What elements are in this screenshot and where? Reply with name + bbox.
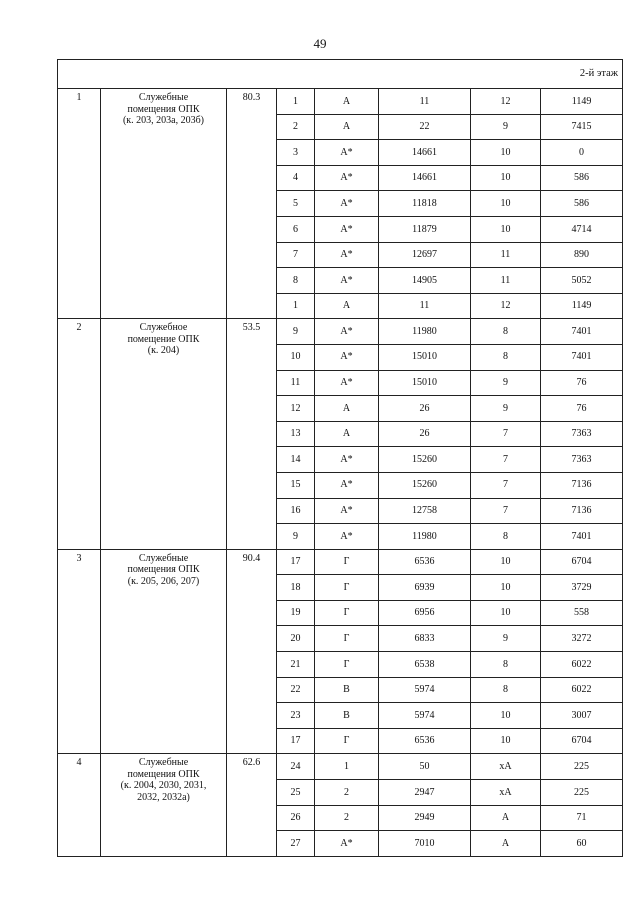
point-no-cell: 11: [277, 370, 315, 396]
x-value-cell: 14661: [379, 140, 471, 166]
x-value-cell: 22: [379, 114, 471, 140]
table-row: [58, 754, 623, 780]
point-no-cell: 21: [277, 652, 315, 678]
point-type-cell: А*: [315, 447, 379, 473]
point-type-cell: А*: [315, 165, 379, 191]
x-value-cell: 11: [379, 89, 471, 115]
point-type-cell: А*: [315, 191, 379, 217]
y-value-cell: 8: [471, 319, 541, 345]
x-value-cell: 2947: [379, 780, 471, 806]
description-line: помещения ОПК: [127, 564, 200, 576]
y-value-cell: 11: [471, 242, 541, 268]
group-description-cell: [101, 754, 227, 856]
point-no-cell: 3: [277, 140, 315, 166]
z-value-cell: 586: [541, 165, 623, 191]
z-value-cell: 60: [541, 831, 623, 857]
x-value-cell: 2949: [379, 805, 471, 831]
point-no-cell: 1: [277, 89, 315, 115]
point-type-cell: 2: [315, 805, 379, 831]
x-value-cell: 6956: [379, 600, 471, 626]
premises-table: [57, 59, 623, 857]
x-value-cell: 7010: [379, 831, 471, 857]
description-line: (к. 205, 206, 207): [127, 575, 200, 587]
group-description-cell: [101, 89, 227, 319]
x-value-cell: 12758: [379, 498, 471, 524]
point-no-cell: 17: [277, 728, 315, 754]
z-value-cell: 890: [541, 242, 623, 268]
z-value-cell: 3729: [541, 575, 623, 601]
z-value-cell: 3007: [541, 703, 623, 729]
y-value-cell: 10: [471, 703, 541, 729]
z-value-cell: 6704: [541, 549, 623, 575]
group-number-cell: 4: [58, 754, 101, 856]
group-number-cell: 1: [58, 89, 101, 319]
point-no-cell: 26: [277, 805, 315, 831]
y-value-cell: хА: [471, 754, 541, 780]
description-line: (к. 204): [147, 345, 180, 357]
y-value-cell: 10: [471, 575, 541, 601]
point-type-cell: А: [315, 293, 379, 319]
x-value-cell: 5974: [379, 703, 471, 729]
z-value-cell: 76: [541, 370, 623, 396]
y-value-cell: 10: [471, 191, 541, 217]
point-type-cell: Г: [315, 549, 379, 575]
y-value-cell: 7: [471, 498, 541, 524]
z-value-cell: 7401: [541, 524, 623, 550]
point-type-cell: Г: [315, 626, 379, 652]
point-type-cell: Г: [315, 575, 379, 601]
point-type-cell: А: [315, 114, 379, 140]
point-no-cell: 18: [277, 575, 315, 601]
z-value-cell: 586: [541, 191, 623, 217]
point-no-cell: 13: [277, 421, 315, 447]
x-value-cell: 12697: [379, 242, 471, 268]
group-description-cell: [101, 549, 227, 754]
y-value-cell: А: [471, 831, 541, 857]
z-value-cell: 7363: [541, 447, 623, 473]
point-no-cell: 16: [277, 498, 315, 524]
z-value-cell: 7401: [541, 319, 623, 345]
x-value-cell: 11980: [379, 319, 471, 345]
point-no-cell: 24: [277, 754, 315, 780]
z-value-cell: 7136: [541, 472, 623, 498]
point-no-cell: 1: [277, 293, 315, 319]
x-value-cell: 11980: [379, 524, 471, 550]
x-value-cell: 11818: [379, 191, 471, 217]
description-line: помещение ОПК: [127, 333, 200, 345]
description-line: Служебные: [138, 552, 189, 564]
point-type-cell: А*: [315, 140, 379, 166]
description-line: помещения ОПК: [127, 103, 200, 115]
x-value-cell: 15260: [379, 472, 471, 498]
z-value-cell: 6022: [541, 677, 623, 703]
z-value-cell: 7363: [541, 421, 623, 447]
y-value-cell: 10: [471, 140, 541, 166]
x-value-cell: 6536: [379, 728, 471, 754]
point-type-cell: А*: [315, 344, 379, 370]
point-no-cell: 9: [277, 319, 315, 345]
y-value-cell: 12: [471, 89, 541, 115]
point-no-cell: 9: [277, 524, 315, 550]
x-value-cell: 6538: [379, 652, 471, 678]
point-type-cell: 2: [315, 780, 379, 806]
z-value-cell: 6704: [541, 728, 623, 754]
point-type-cell: 1: [315, 754, 379, 780]
point-type-cell: А*: [315, 216, 379, 242]
group-number-cell: 3: [58, 549, 101, 754]
point-no-cell: 14: [277, 447, 315, 473]
floor-label: 2-й этаж: [58, 60, 623, 89]
y-value-cell: 12: [471, 293, 541, 319]
point-no-cell: 27: [277, 831, 315, 857]
y-value-cell: 9: [471, 626, 541, 652]
description-line: 2032, 2032а): [137, 791, 190, 803]
x-value-cell: 26: [379, 396, 471, 422]
y-value-cell: 10: [471, 600, 541, 626]
y-value-cell: 8: [471, 677, 541, 703]
point-no-cell: 15: [277, 472, 315, 498]
y-value-cell: 8: [471, 524, 541, 550]
point-type-cell: Г: [315, 728, 379, 754]
x-value-cell: 15260: [379, 447, 471, 473]
point-type-cell: А*: [315, 472, 379, 498]
point-type-cell: А: [315, 396, 379, 422]
z-value-cell: 71: [541, 805, 623, 831]
z-value-cell: 5052: [541, 268, 623, 294]
point-no-cell: 4: [277, 165, 315, 191]
point-type-cell: А*: [315, 498, 379, 524]
z-value-cell: 1149: [541, 293, 623, 319]
x-value-cell: 6833: [379, 626, 471, 652]
z-value-cell: 225: [541, 780, 623, 806]
group-area-cell: 90.4: [227, 549, 277, 754]
x-value-cell: 6536: [379, 549, 471, 575]
description-line: Служебные: [138, 757, 189, 769]
z-value-cell: 558: [541, 600, 623, 626]
y-value-cell: 10: [471, 728, 541, 754]
point-no-cell: 22: [277, 677, 315, 703]
point-type-cell: А: [315, 421, 379, 447]
z-value-cell: 7136: [541, 498, 623, 524]
z-value-cell: 225: [541, 754, 623, 780]
point-no-cell: 5: [277, 191, 315, 217]
z-value-cell: 6022: [541, 652, 623, 678]
x-value-cell: 11879: [379, 216, 471, 242]
point-type-cell: В: [315, 677, 379, 703]
group-description-cell: [101, 319, 227, 549]
x-value-cell: 15010: [379, 344, 471, 370]
point-no-cell: 23: [277, 703, 315, 729]
y-value-cell: 9: [471, 114, 541, 140]
point-no-cell: 17: [277, 549, 315, 575]
point-type-cell: А: [315, 89, 379, 115]
point-no-cell: 19: [277, 600, 315, 626]
y-value-cell: 10: [471, 549, 541, 575]
point-type-cell: Г: [315, 652, 379, 678]
y-value-cell: 7: [471, 421, 541, 447]
y-value-cell: 9: [471, 370, 541, 396]
y-value-cell: 8: [471, 344, 541, 370]
point-type-cell: А*: [315, 268, 379, 294]
point-no-cell: 20: [277, 626, 315, 652]
page-number: 49: [313, 36, 327, 51]
table-row: [58, 549, 623, 575]
z-value-cell: 4714: [541, 216, 623, 242]
floor-header-row: [58, 60, 623, 89]
y-value-cell: 8: [471, 652, 541, 678]
point-type-cell: А*: [315, 524, 379, 550]
z-value-cell: 3272: [541, 626, 623, 652]
y-value-cell: 10: [471, 216, 541, 242]
description-line: помещения ОПК: [127, 768, 200, 780]
x-value-cell: 6939: [379, 575, 471, 601]
description-line: Служебное: [139, 322, 188, 334]
point-no-cell: 25: [277, 780, 315, 806]
point-type-cell: В: [315, 703, 379, 729]
point-no-cell: 7: [277, 242, 315, 268]
description-line: (к. 203, 203а, 203б): [122, 115, 205, 126]
x-value-cell: 15010: [379, 370, 471, 396]
z-value-cell: 0: [541, 140, 623, 166]
z-value-cell: 76: [541, 396, 623, 422]
table-row: [58, 319, 623, 345]
x-value-cell: 26: [379, 421, 471, 447]
point-type-cell: А*: [315, 242, 379, 268]
point-type-cell: А*: [315, 831, 379, 857]
y-value-cell: А: [471, 805, 541, 831]
point-no-cell: 12: [277, 396, 315, 422]
point-type-cell: А*: [315, 319, 379, 345]
y-value-cell: 7: [471, 447, 541, 473]
group-area-cell: 62.6: [227, 754, 277, 856]
point-no-cell: 6: [277, 216, 315, 242]
point-type-cell: Г: [315, 600, 379, 626]
table-row: [58, 89, 623, 115]
x-value-cell: 5974: [379, 677, 471, 703]
y-value-cell: 9: [471, 396, 541, 422]
group-number-cell: 2: [58, 319, 101, 549]
group-area-cell: 53.5: [227, 319, 277, 549]
point-no-cell: 8: [277, 268, 315, 294]
z-value-cell: 7401: [541, 344, 623, 370]
description-line: (к. 2004, 2030, 2031,: [120, 780, 207, 792]
y-value-cell: хА: [471, 780, 541, 806]
point-no-cell: 2: [277, 114, 315, 140]
y-value-cell: 10: [471, 165, 541, 191]
y-value-cell: 11: [471, 268, 541, 294]
y-value-cell: 7: [471, 472, 541, 498]
point-no-cell: 10: [277, 344, 315, 370]
z-value-cell: 7415: [541, 114, 623, 140]
z-value-cell: 1149: [541, 89, 623, 115]
x-value-cell: 14905: [379, 268, 471, 294]
x-value-cell: 11: [379, 293, 471, 319]
x-value-cell: 14661: [379, 165, 471, 191]
group-area-cell: 80.3: [227, 89, 277, 319]
x-value-cell: 50: [379, 754, 471, 780]
description-line: Служебные: [138, 92, 189, 103]
point-type-cell: А*: [315, 370, 379, 396]
